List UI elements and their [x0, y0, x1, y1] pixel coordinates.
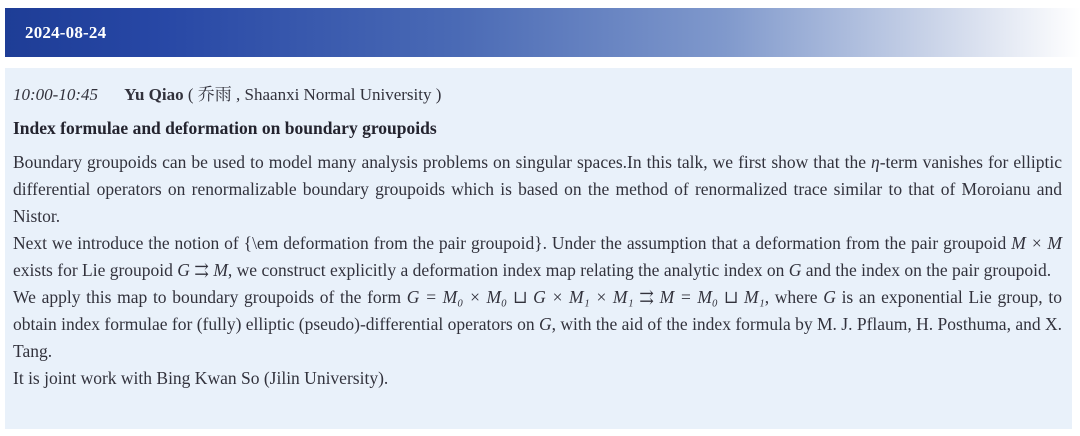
math-expression: G ⇉ M: [177, 260, 228, 280]
math-expression: G = M₀ × M₀ ⊔ G × M₁ × M₁ ⇉ M = M₀ ⊔ M₁: [406, 287, 765, 307]
session-panel: [5, 68, 1072, 429]
math-expression: M × M: [1011, 233, 1062, 253]
speaker-name: Yu Qiao: [124, 85, 184, 104]
speaker-affiliation: ( 乔雨 , Shaanxi Normal University ): [187, 85, 442, 104]
math-expression: η: [871, 152, 880, 172]
abstract-paragraph: It is joint work with Bing Kwan So (Jilin University).: [13, 368, 389, 388]
date-header-bar: [5, 8, 1080, 57]
date-label: 2024-08-24: [25, 23, 107, 42]
abstract-paragraph: Boundary groupoids can be used to model many analysis problems on singular spaces.In this talk, we first show that the η-term vanishes for elliptic differential operators on renormalizable boundary groupoids which is based on the method of renormalized trace similar to that of Moroianu and Nistor.: [13, 152, 1062, 226]
abstract-paragraph: Next we introduce the notion of {\em deformation from the pair groupoid}. Under the assumption that a deformation from the pair groupoid M × M exists for Lie groupoid G ⇉ M, we construct explicitly a deformation index map relating the analytic index on G and the index on the pair groupoid.: [13, 233, 1062, 280]
abstract-paragraph: We apply this map to boundary groupoids of the form G = M₀ × M₀ ⊔ G × M₁ × M₁ ⇉ M = M₀ ⊔ M₁, where G is an exponential Lie group, to obtain index formulae for (fully) elliptic (pseudo)-differential operators on G, with the aid of the index formula by M. J. Pflaum, H. Posthuma, and X. Tang.: [13, 287, 1062, 361]
session-header: [13, 81, 1062, 108]
session-time: 10:00-10:45: [13, 85, 98, 104]
math-expression: G: [788, 260, 802, 280]
math-expression: G: [823, 287, 836, 307]
abstract: [13, 149, 1062, 392]
talk-title: Index formulae and deformation on boundary groupoids: [13, 118, 437, 138]
math-expression: G: [538, 314, 552, 334]
